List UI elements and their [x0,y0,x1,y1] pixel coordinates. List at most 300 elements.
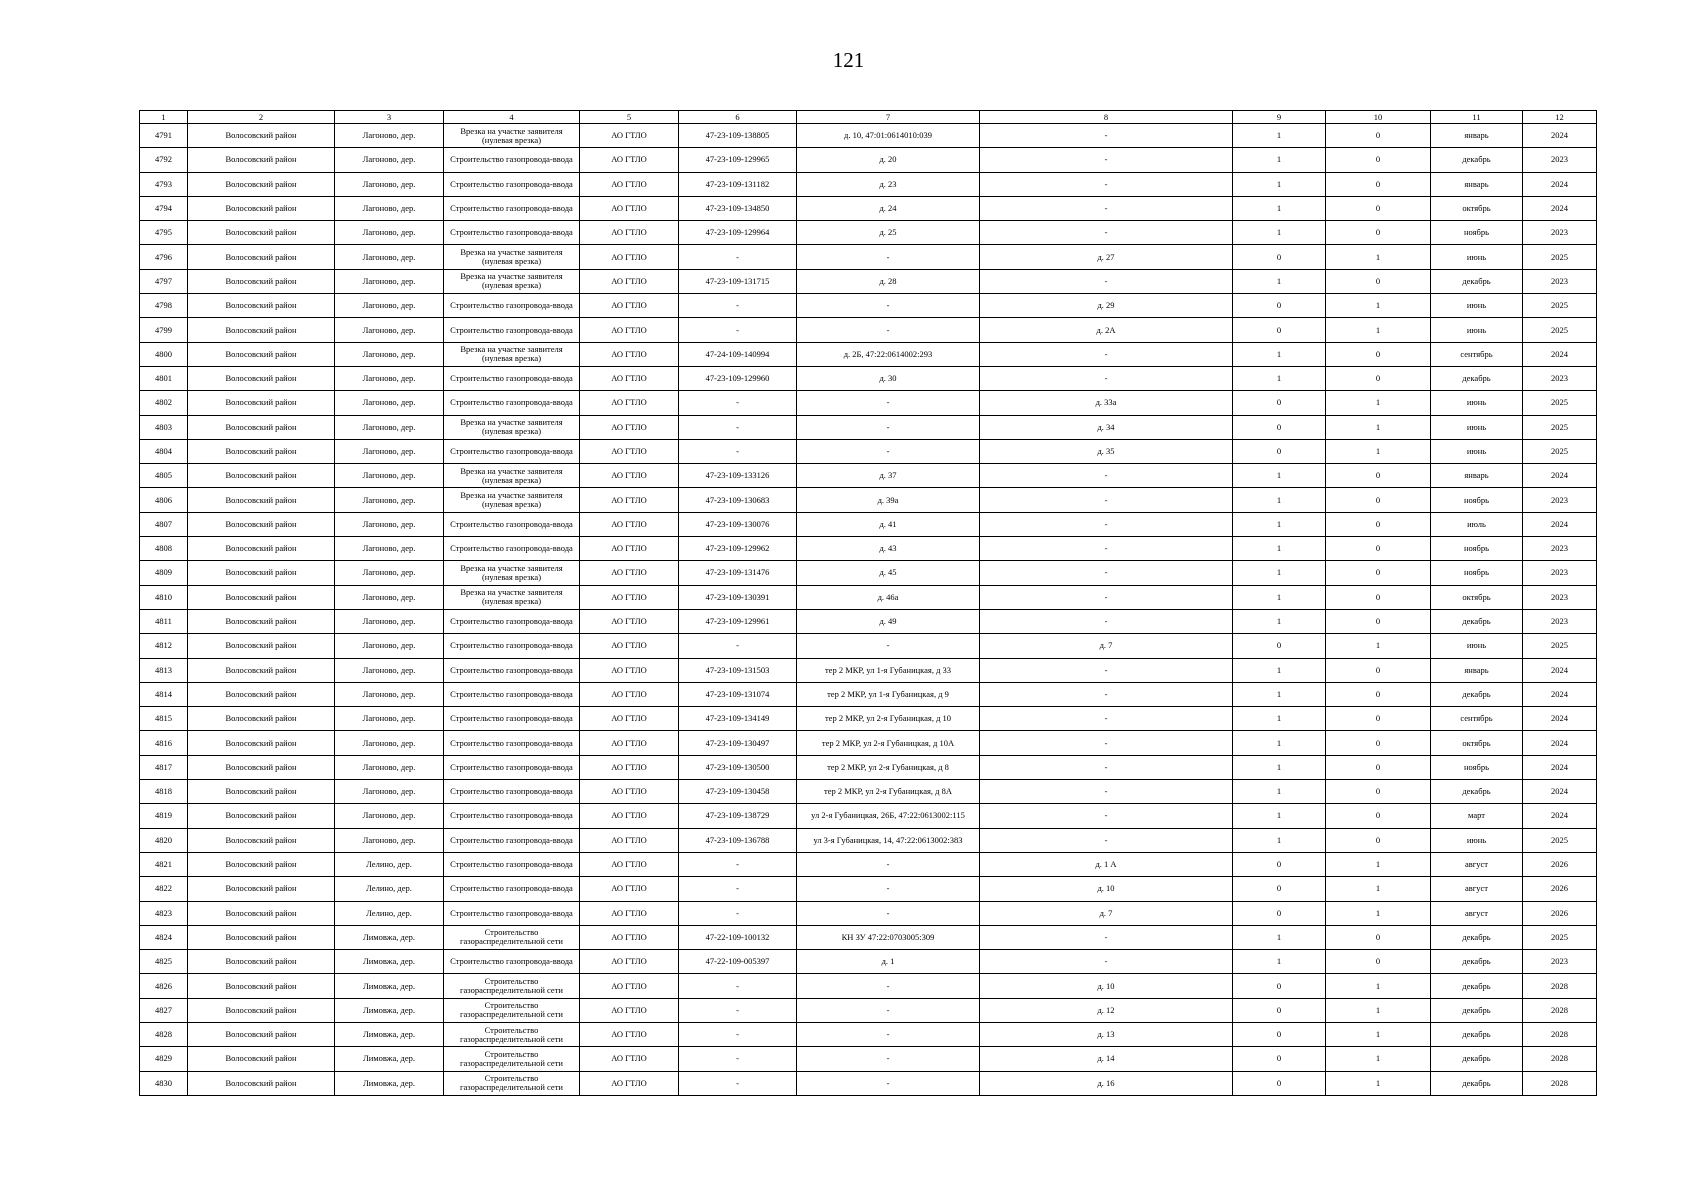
address-cell: - [797,318,980,342]
count-b-cell: 1 [1326,1071,1431,1095]
organization-cell: АО ГТЛО [580,561,679,585]
settlement-cell: Лелино, дер. [335,877,444,901]
count-a-cell: 0 [1233,318,1326,342]
count-b-cell: 0 [1326,950,1431,974]
planned-address-cell: - [980,366,1233,390]
count-b-cell: 1 [1326,1047,1431,1071]
district-cell: Волосовский район [188,780,335,804]
district-cell: Волосовский район [188,877,335,901]
year-cell: 2025 [1523,415,1597,439]
month-cell: декабрь [1431,925,1523,949]
planned-address-cell: - [980,828,1233,852]
month-cell: январь [1431,124,1523,148]
settlement-cell: Лимовжа, дер. [335,1047,444,1071]
organization-cell: АО ГТЛО [580,925,679,949]
organization-cell: АО ГТЛО [580,196,679,220]
count-b-cell: 0 [1326,537,1431,561]
settlement-cell: Лелино, дер. [335,852,444,876]
settlement-cell: Лагоново, дер. [335,221,444,245]
district-cell: Волосовский район [188,488,335,512]
work-type-cell: Врезка на участке заявителя (нулевая врезка) [444,464,580,488]
planned-address-cell: д. 33а [980,391,1233,415]
count-a-cell: 1 [1233,488,1326,512]
organization-cell: АО ГТЛО [580,950,679,974]
application-number-cell: - [679,1047,797,1071]
table-row [140,488,1597,512]
month-cell: март [1431,804,1523,828]
work-type-cell: Строительство газопровода-ввода [444,682,580,706]
address-cell: д. 20 [797,148,980,172]
organization-cell: АО ГТЛО [580,634,679,658]
work-type-cell: Строительство газопровода-ввода [444,780,580,804]
year-cell: 2024 [1523,342,1597,366]
month-cell: декабрь [1431,950,1523,974]
row-number-cell: 4819 [140,804,188,828]
table-row [140,609,1597,633]
year-cell: 2023 [1523,148,1597,172]
application-number-cell: 47-23-109-138805 [679,124,797,148]
settlement-cell: Лагоново, дер. [335,585,444,609]
row-number-cell: 4816 [140,731,188,755]
count-a-cell: 1 [1233,780,1326,804]
count-b-cell: 1 [1326,1022,1431,1046]
count-b-cell: 1 [1326,901,1431,925]
planned-address-cell: - [980,512,1233,536]
organization-cell: АО ГТЛО [580,755,679,779]
organization-cell: АО ГТЛО [580,707,679,731]
district-cell: Волосовский район [188,148,335,172]
count-b-cell: 0 [1326,342,1431,366]
application-number-cell: 47-24-109-140994 [679,342,797,366]
work-type-cell: Строительство газопровода-ввода [444,828,580,852]
work-type-cell: Строительство газораспределительной сети [444,1071,580,1095]
table-row [140,464,1597,488]
organization-cell: АО ГТЛО [580,221,679,245]
application-number-cell: 47-23-109-129964 [679,221,797,245]
row-number-cell: 4809 [140,561,188,585]
work-type-cell: Строительство газопровода-ввода [444,658,580,682]
count-a-cell: 0 [1233,852,1326,876]
settlement-cell: Лагоново, дер. [335,245,444,269]
count-a-cell: 1 [1233,512,1326,536]
district-cell: Волосовский район [188,561,335,585]
table-row [140,221,1597,245]
planned-address-cell: - [980,731,1233,755]
planned-address-cell: - [980,342,1233,366]
year-cell: 2025 [1523,245,1597,269]
district-cell: Волосовский район [188,221,335,245]
planned-address-cell: д. 12 [980,998,1233,1022]
count-b-cell: 0 [1326,148,1431,172]
column-header: 2 [188,111,335,124]
count-a-cell: 1 [1233,148,1326,172]
organization-cell: АО ГТЛО [580,901,679,925]
table-row [140,269,1597,293]
address-cell: ул 2-я Губаницкая, 26Б, 47:22:0613002:115 [797,804,980,828]
row-number-cell: 4824 [140,925,188,949]
work-type-cell: Строительство газопровода-ввода [444,707,580,731]
organization-cell: АО ГТЛО [580,245,679,269]
planned-address-cell: д. 10 [980,974,1233,998]
organization-cell: АО ГТЛО [580,512,679,536]
row-number-cell: 4827 [140,998,188,1022]
table-row [140,148,1597,172]
organization-cell: АО ГТЛО [580,585,679,609]
count-b-cell: 1 [1326,852,1431,876]
table-row [140,391,1597,415]
planned-address-cell: - [980,925,1233,949]
application-number-cell: 47-23-109-134149 [679,707,797,731]
planned-address-cell: - [980,124,1233,148]
planned-address-cell: д. 34 [980,415,1233,439]
table-row [140,318,1597,342]
year-cell: 2024 [1523,196,1597,220]
row-number-cell: 4814 [140,682,188,706]
application-number-cell: 47-23-109-136788 [679,828,797,852]
count-b-cell: 0 [1326,464,1431,488]
work-type-cell: Строительство газораспределительной сети [444,925,580,949]
address-cell: тер 2 МКР, ул 1-я Губаницкая, д 9 [797,682,980,706]
row-number-cell: 4798 [140,294,188,318]
planned-address-cell: - [980,221,1233,245]
month-cell: декабрь [1431,780,1523,804]
work-type-cell: Врезка на участке заявителя (нулевая врезка) [444,269,580,293]
column-header: 12 [1523,111,1597,124]
table-row [140,585,1597,609]
planned-address-cell: д. 7 [980,634,1233,658]
settlement-cell: Лагоново, дер. [335,318,444,342]
address-cell: д. 25 [797,221,980,245]
planned-address-cell: - [980,950,1233,974]
count-a-cell: 0 [1233,1071,1326,1095]
work-type-cell: Строительство газораспределительной сети [444,998,580,1022]
data-table [139,110,1597,1096]
work-type-cell: Строительство газораспределительной сети [444,1047,580,1071]
count-b-cell: 0 [1326,585,1431,609]
work-type-cell: Строительство газопровода-ввода [444,196,580,220]
address-cell: тер 2 МКР, ул 1-я Губаницкая, д 33 [797,658,980,682]
settlement-cell: Лагоново, дер. [335,124,444,148]
year-cell: 2024 [1523,731,1597,755]
organization-cell: АО ГТЛО [580,877,679,901]
application-number-cell: 47-23-109-131182 [679,172,797,196]
count-a-cell: 0 [1233,877,1326,901]
column-header: 10 [1326,111,1431,124]
settlement-cell: Лагоново, дер. [335,366,444,390]
work-type-cell: Врезка на участке заявителя (нулевая врезка) [444,415,580,439]
row-number-cell: 4802 [140,391,188,415]
column-header: 3 [335,111,444,124]
settlement-cell: Лимовжа, дер. [335,925,444,949]
planned-address-cell: - [980,755,1233,779]
district-cell: Волосовский район [188,731,335,755]
address-cell: - [797,998,980,1022]
count-a-cell: 1 [1233,828,1326,852]
district-cell: Волосовский район [188,245,335,269]
month-cell: декабрь [1431,609,1523,633]
row-number-cell: 4813 [140,658,188,682]
planned-address-cell: - [980,196,1233,220]
address-cell: - [797,901,980,925]
settlement-cell: Лагоново, дер. [335,634,444,658]
address-cell: ул 3-я Губаницкая, 14, 47:22:0613002:383 [797,828,980,852]
year-cell: 2024 [1523,512,1597,536]
month-cell: ноябрь [1431,221,1523,245]
month-cell: декабрь [1431,148,1523,172]
count-a-cell: 0 [1233,294,1326,318]
address-cell: тер 2 МКР, ул 2-я Губаницкая, д 10А [797,731,980,755]
settlement-cell: Лагоново, дер. [335,294,444,318]
year-cell: 2024 [1523,755,1597,779]
month-cell: декабрь [1431,974,1523,998]
count-a-cell: 0 [1233,439,1326,463]
work-type-cell: Врезка на участке заявителя (нулевая врезка) [444,245,580,269]
count-b-cell: 0 [1326,269,1431,293]
column-header: 7 [797,111,980,124]
month-cell: октябрь [1431,731,1523,755]
organization-cell: АО ГТЛО [580,148,679,172]
row-number-cell: 4791 [140,124,188,148]
planned-address-cell: - [980,707,1233,731]
planned-address-cell: - [980,537,1233,561]
address-cell: д. 1 [797,950,980,974]
row-number-cell: 4808 [140,537,188,561]
district-cell: Волосовский район [188,269,335,293]
work-type-cell: Строительство газораспределительной сети [444,1022,580,1046]
application-number-cell: 47-23-109-130391 [679,585,797,609]
year-cell: 2024 [1523,124,1597,148]
district-cell: Волосовский район [188,1022,335,1046]
application-number-cell: - [679,294,797,318]
year-cell: 2023 [1523,950,1597,974]
month-cell: август [1431,852,1523,876]
address-cell: - [797,634,980,658]
count-b-cell: 0 [1326,124,1431,148]
work-type-cell: Строительство газопровода-ввода [444,366,580,390]
settlement-cell: Лагоново, дер. [335,172,444,196]
work-type-cell: Строительство газопровода-ввода [444,852,580,876]
settlement-cell: Лимовжа, дер. [335,1022,444,1046]
table-row [140,512,1597,536]
application-number-cell: - [679,391,797,415]
district-cell: Волосовский район [188,366,335,390]
application-number-cell: - [679,974,797,998]
count-a-cell: 1 [1233,561,1326,585]
organization-cell: АО ГТЛО [580,731,679,755]
count-a-cell: 0 [1233,901,1326,925]
table-row [140,124,1597,148]
organization-cell: АО ГТЛО [580,1022,679,1046]
work-type-cell: Строительство газопровода-ввода [444,537,580,561]
count-b-cell: 1 [1326,318,1431,342]
row-number-cell: 4801 [140,366,188,390]
table-row [140,1047,1597,1071]
district-cell: Волосовский район [188,852,335,876]
year-cell: 2023 [1523,366,1597,390]
address-cell: д. 43 [797,537,980,561]
row-number-cell: 4823 [140,901,188,925]
address-cell: д. 41 [797,512,980,536]
planned-address-cell: д. 7 [980,901,1233,925]
year-cell: 2024 [1523,658,1597,682]
address-cell: д. 49 [797,609,980,633]
settlement-cell: Лагоново, дер. [335,415,444,439]
settlement-cell: Лагоново, дер. [335,537,444,561]
planned-address-cell: - [980,804,1233,828]
count-b-cell: 0 [1326,780,1431,804]
application-number-cell: 47-23-109-130500 [679,755,797,779]
month-cell: январь [1431,172,1523,196]
table-row [140,294,1597,318]
month-cell: июнь [1431,245,1523,269]
count-b-cell: 0 [1326,366,1431,390]
table-row [140,707,1597,731]
table-row [140,804,1597,828]
settlement-cell: Лагоново, дер. [335,342,444,366]
work-type-cell: Строительство газопровода-ввода [444,391,580,415]
address-cell: д. 46а [797,585,980,609]
settlement-cell: Лелино, дер. [335,901,444,925]
address-cell: КН ЗУ 47:22:0703005:309 [797,925,980,949]
planned-address-cell: - [980,780,1233,804]
count-a-cell: 0 [1233,1022,1326,1046]
month-cell: ноябрь [1431,561,1523,585]
planned-address-cell: - [980,658,1233,682]
settlement-cell: Лагоново, дер. [335,269,444,293]
count-b-cell: 1 [1326,391,1431,415]
work-type-cell: Строительство газопровода-ввода [444,221,580,245]
month-cell: декабрь [1431,1022,1523,1046]
year-cell: 2028 [1523,974,1597,998]
month-cell: декабрь [1431,1071,1523,1095]
address-cell: - [797,1047,980,1071]
application-number-cell: 47-23-109-133126 [679,464,797,488]
count-a-cell: 1 [1233,464,1326,488]
planned-address-cell: д. 35 [980,439,1233,463]
settlement-cell: Лагоново, дер. [335,731,444,755]
settlement-cell: Лимовжа, дер. [335,974,444,998]
organization-cell: АО ГТЛО [580,658,679,682]
count-a-cell: 1 [1233,585,1326,609]
table-row [140,998,1597,1022]
application-number-cell: - [679,439,797,463]
month-cell: декабрь [1431,269,1523,293]
district-cell: Волосовский район [188,609,335,633]
district-cell: Волосовский район [188,464,335,488]
count-a-cell: 0 [1233,1047,1326,1071]
year-cell: 2026 [1523,901,1597,925]
planned-address-cell: д. 2А [980,318,1233,342]
count-a-cell: 1 [1233,124,1326,148]
planned-address-cell: - [980,561,1233,585]
district-cell: Волосовский район [188,925,335,949]
address-cell: - [797,974,980,998]
organization-cell: АО ГТЛО [580,415,679,439]
table-row [140,537,1597,561]
table-row [140,852,1597,876]
planned-address-cell: - [980,585,1233,609]
planned-address-cell: - [980,609,1233,633]
table-row [140,755,1597,779]
count-a-cell: 1 [1233,755,1326,779]
count-b-cell: 0 [1326,609,1431,633]
address-cell: д. 45 [797,561,980,585]
count-b-cell: 1 [1326,294,1431,318]
settlement-cell: Лимовжа, дер. [335,950,444,974]
work-type-cell: Строительство газопровода-ввода [444,439,580,463]
settlement-cell: Лагоново, дер. [335,512,444,536]
year-cell: 2025 [1523,828,1597,852]
count-b-cell: 0 [1326,658,1431,682]
work-type-cell: Врезка на участке заявителя (нулевая врезка) [444,124,580,148]
column-header: 4 [444,111,580,124]
year-cell: 2024 [1523,464,1597,488]
address-cell: д. 37 [797,464,980,488]
work-type-cell: Строительство газораспределительной сети [444,974,580,998]
address-cell: тер 2 МКР, ул 2-я Губаницкая, д 8 [797,755,980,779]
planned-address-cell: д. 29 [980,294,1233,318]
year-cell: 2028 [1523,1047,1597,1071]
row-number-cell: 4794 [140,196,188,220]
row-number-cell: 4795 [140,221,188,245]
count-b-cell: 0 [1326,755,1431,779]
planned-address-cell: д. 27 [980,245,1233,269]
district-cell: Волосовский район [188,294,335,318]
column-header: 6 [679,111,797,124]
settlement-cell: Лагоново, дер. [335,828,444,852]
work-type-cell: Строительство газопровода-ввода [444,877,580,901]
address-cell: - [797,391,980,415]
settlement-cell: Лагоново, дер. [335,464,444,488]
settlement-cell: Лагоново, дер. [335,658,444,682]
count-b-cell: 0 [1326,221,1431,245]
application-number-cell: - [679,1071,797,1095]
organization-cell: АО ГТЛО [580,852,679,876]
count-b-cell: 0 [1326,488,1431,512]
application-number-cell: 47-23-109-130497 [679,731,797,755]
count-a-cell: 1 [1233,366,1326,390]
organization-cell: АО ГТЛО [580,124,679,148]
district-cell: Волосовский район [188,804,335,828]
count-b-cell: 0 [1326,828,1431,852]
planned-address-cell: д. 10 [980,877,1233,901]
row-number-cell: 4828 [140,1022,188,1046]
count-b-cell: 1 [1326,634,1431,658]
row-number-cell: 4796 [140,245,188,269]
count-b-cell: 0 [1326,731,1431,755]
month-cell: июнь [1431,415,1523,439]
district-cell: Волосовский район [188,707,335,731]
district-cell: Волосовский район [188,755,335,779]
settlement-cell: Лагоново, дер. [335,780,444,804]
year-cell: 2023 [1523,537,1597,561]
row-number-cell: 4810 [140,585,188,609]
application-number-cell: 47-23-109-134850 [679,196,797,220]
work-type-cell: Врезка на участке заявителя (нулевая врезка) [444,561,580,585]
application-number-cell: 47-23-109-131476 [679,561,797,585]
work-type-cell: Строительство газопровода-ввода [444,901,580,925]
organization-cell: АО ГТЛО [580,269,679,293]
row-number-cell: 4805 [140,464,188,488]
year-cell: 2025 [1523,634,1597,658]
count-a-cell: 1 [1233,609,1326,633]
address-cell: - [797,294,980,318]
count-a-cell: 1 [1233,172,1326,196]
year-cell: 2023 [1523,221,1597,245]
count-b-cell: 0 [1326,172,1431,196]
application-number-cell: 47-22-109-005397 [679,950,797,974]
organization-cell: АО ГТЛО [580,804,679,828]
